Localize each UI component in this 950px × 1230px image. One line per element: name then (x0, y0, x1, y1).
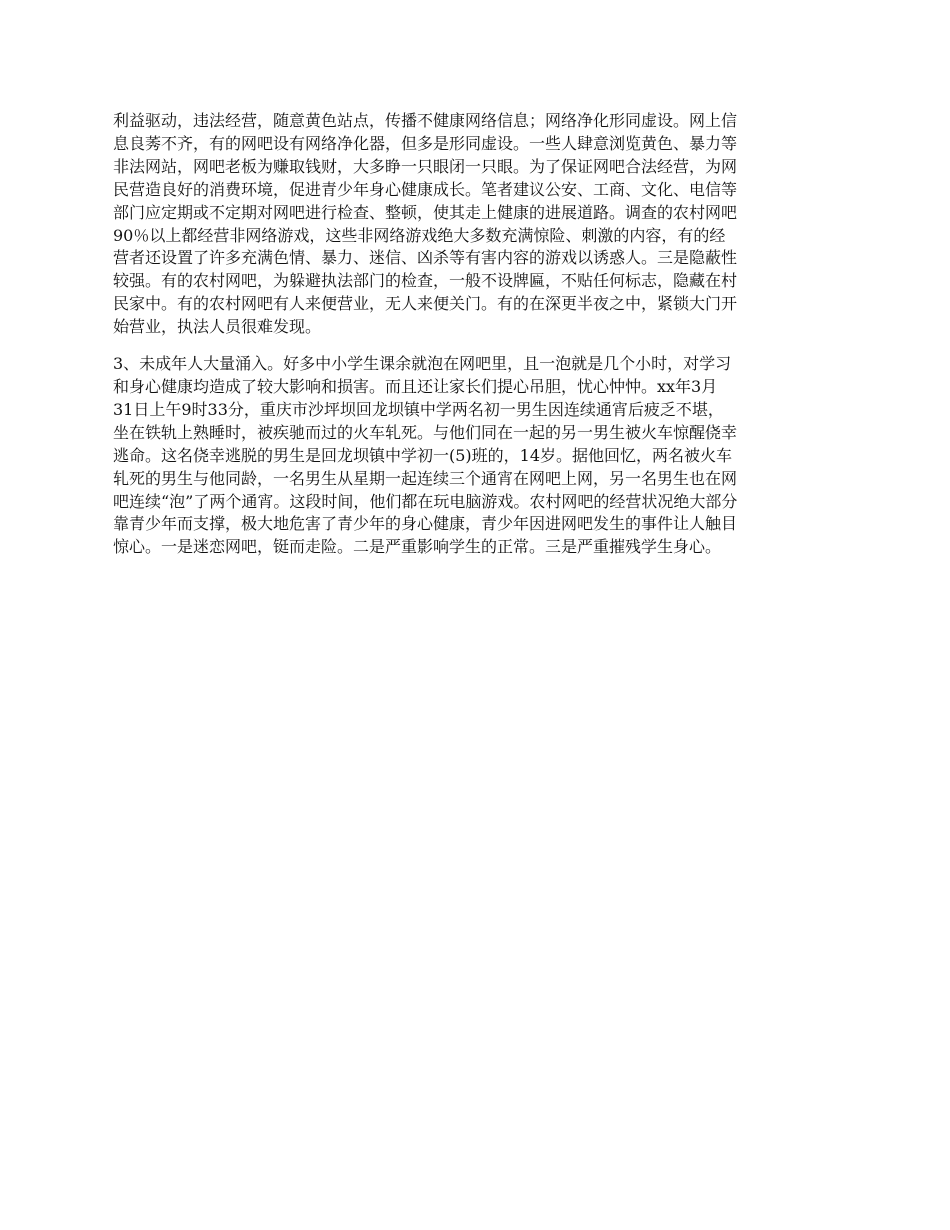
document-page (113, 110, 843, 559)
paragraph-1 (113, 110, 843, 339)
text-line: 31日上午9时33分，重庆市沙坪坝回龙坝镇中学两名初一男生因连续通宵后疲乏不堪， (113, 399, 724, 419)
text-line: 息良莠不齐，有的网吧设有网络净化器，但多是形同虚设。一些人肆意浏览黄色、暴力等 (113, 133, 738, 153)
text-line: 90％以上都经营非网络游戏，这些非网络游戏绝大多数充满惊险、刺激的内容，有的经 (113, 225, 726, 245)
text-line: 惊心。一是迷恋网吧，铤而走险。二是严重影响学生的正常。三是严重摧残学生身心。 (113, 537, 722, 557)
text-line: 和身心健康均造成了较大影响和损害。而且还让家长们提心吊胆，忧心忡忡。xx年3月 (113, 376, 718, 396)
text-line: 始营业，执法人员很难发现。 (113, 317, 322, 337)
text-line: 3、未成年人大量涌入。好多中小学生课余就泡在网吧里，且一泡就是几个小时，对学习 (113, 354, 732, 374)
text-line: 坐在铁轨上熟睡时，被疾驰而过的火车轧死。与他们同在一起的另一男生被火车惊醒侥幸 (113, 422, 738, 442)
text-line: 部门应定期或不定期对网吧进行检查、整顿，使其走上健康的进展道路。调查的农村网吧 (113, 202, 738, 222)
text-line: 营者还设置了许多充满色情、暴力、迷信、凶杀等有害内容的游戏以诱惑人。三是隐蔽性 (113, 248, 738, 268)
paragraph-2 (113, 353, 843, 559)
text-line: 民营造良好的消费环境，促进青少年身心健康成长。笔者建议公安、工商、文化、电信等 (113, 179, 738, 199)
text-line: 靠青少年而支撑，极大地危害了青少年的身心健康，青少年因进网吧发生的事件让人触目 (113, 514, 738, 534)
text-line: 非法网站，网吧老板为赚取钱财，大多睁一只眼闭一只眼。为了保证网吧合法经营，为网 (113, 156, 738, 176)
text-line: 吧连续“泡”了两个通宵。这段时间，他们都在玩电脑游戏。农村网吧的经营状况绝大部分 (113, 491, 738, 511)
text-line: 轧死的男生与他同龄，一名男生从星期一起连续三个通宵在网吧上网，另一名男生也在网 (113, 468, 738, 488)
text-line: 逃命。这名侥幸逃脱的男生是回龙坝镇中学初一(5)班的，14岁。据他回忆，两名被火车 (113, 445, 733, 465)
text-line: 利益驱动，违法经营，随意黄色站点，传播不健康网络信息；网络净化形同虚设。网上信 (113, 111, 738, 130)
text-line: 较强。有的农村网吧，为躲避执法部门的检查，一般不设牌匾，不贴任何标志，隐藏在村 (113, 271, 738, 291)
text-line: 民家中。有的农村网吧有人来便营业，无人来便关门。有的在深更半夜之中，紧锁大门开 (113, 294, 738, 314)
